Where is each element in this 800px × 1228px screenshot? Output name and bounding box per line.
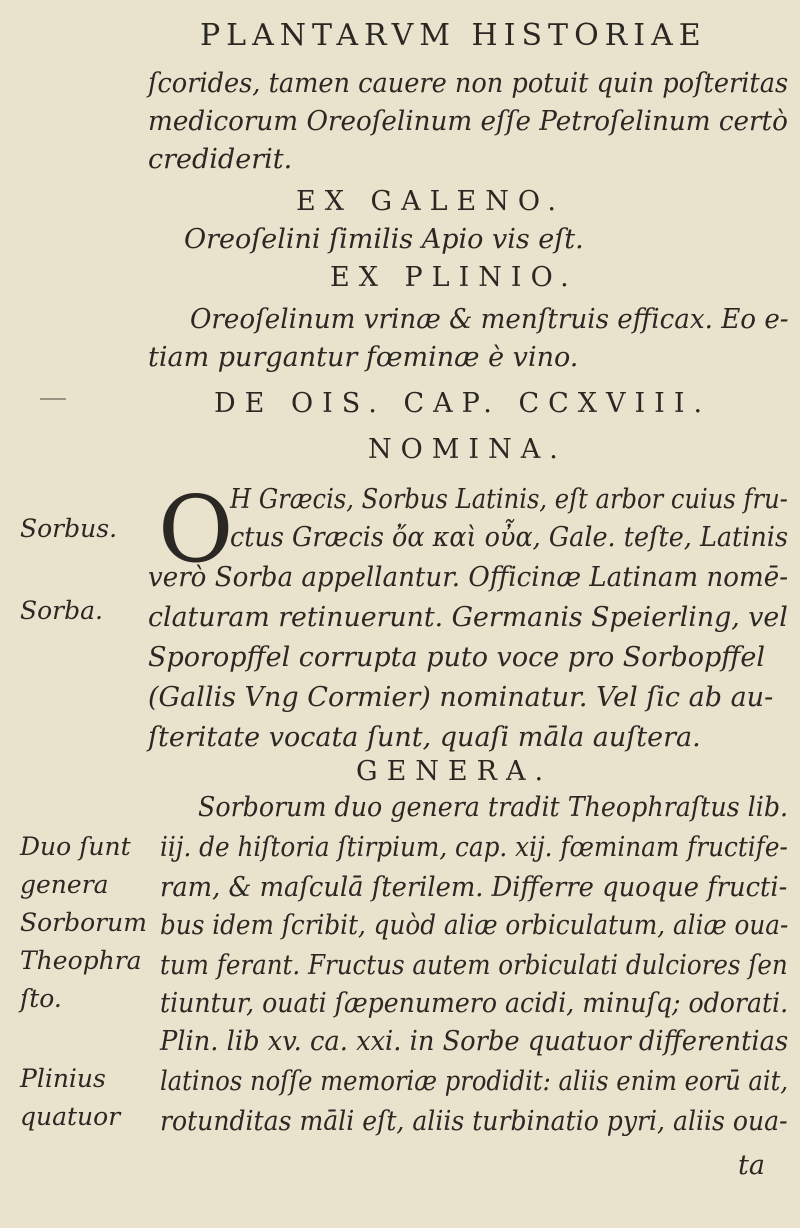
text-line: Sporopffel corrupta puto voce pro Sorbopffel xyxy=(148,642,766,673)
text-line: iij. de hiſtoria ſtirpium, cap. xij. fœminam fructife- xyxy=(160,832,788,863)
text-line: Oreoſelinum vrinæ & menſtruis efficax. Eo e- xyxy=(190,304,789,335)
margin-note: quatuor xyxy=(20,1102,121,1131)
text-line: tiuntur, ouati ſæpenumero acidi, minuſq; odorati. xyxy=(160,988,789,1019)
text-line: Plin. lib xv. ca. xxi. in Sorbe quatuor differentias xyxy=(160,1026,789,1057)
margin-note: Duo ſunt xyxy=(20,832,131,861)
text-line: ctus Græcis ὄα καὶ οὖα, Gale. teſte, Latinis xyxy=(230,522,789,553)
catchword: ta xyxy=(738,1150,765,1181)
text-line: Oreoſelini ſimilis Apio vis eſt. xyxy=(184,224,584,255)
section-heading: EX PLINIO. xyxy=(330,262,578,293)
running-head: PLANTARVM HISTORIAE xyxy=(200,18,707,53)
text-line: ſcorides, tamen cauere non potuit quin poſteritas xyxy=(148,68,789,99)
margin-note: Sorborum xyxy=(20,908,147,937)
margin-note: ſto. xyxy=(20,984,62,1013)
section-heading: NOMINA. xyxy=(368,434,567,465)
text-line: ram, & maſculā ſterilem. Differre quoque fructi- xyxy=(160,872,788,903)
margin-note: Sorba. xyxy=(20,596,103,625)
text-line: Sorborum duo genera tradit Theophraſtus lib. xyxy=(198,792,789,823)
text-line: bus idem ſcribit, quòd aliæ orbiculatum, aliæ oua- xyxy=(160,910,789,941)
margin-note: Theophra xyxy=(20,946,142,975)
text-line: latinos noſſe memoriæ prodidit: aliis enim eorū ait, xyxy=(160,1066,789,1097)
text-line: H Græcis, Sorbus Latinis, eſt arbor cuius fru- xyxy=(230,484,788,515)
drop-cap: O xyxy=(158,476,234,583)
chapter-heading: DE OIS. CAP. CCXVIII. xyxy=(214,388,712,419)
text-line: medicorum Oreoſelinum eſſe Petroſelinum certò xyxy=(148,106,788,137)
text-line: crediderit. xyxy=(148,144,293,175)
margin-note: Sorbus. xyxy=(20,514,118,543)
section-heading: EX GALENO. xyxy=(296,186,565,217)
text-line: ſteritate vocata ſunt, quaſi māla auſtera. xyxy=(148,722,701,753)
text-line: (Gallis Vng Cormier) nominatur. Vel ſic ab au- xyxy=(148,682,774,713)
text-line: verò Sorba appellantur. Officinæ Latinam nomē- xyxy=(148,562,789,593)
section-heading: GENERA. xyxy=(356,756,553,787)
text-line: claturam retinuerunt. Germanis Speierling, vel xyxy=(148,602,788,633)
margin-mark xyxy=(40,398,66,400)
text-line: tiam purgantur fœminæ è vino. xyxy=(148,342,579,373)
margin-note: genera xyxy=(20,870,109,899)
text-line: tum ferant. Fructus autem orbiculati dulciores ſen xyxy=(160,950,788,981)
margin-note: Plinius xyxy=(20,1064,106,1093)
text-line: rotunditas māli eſt, aliis turbinatio pyri, aliis oua- xyxy=(160,1106,788,1137)
